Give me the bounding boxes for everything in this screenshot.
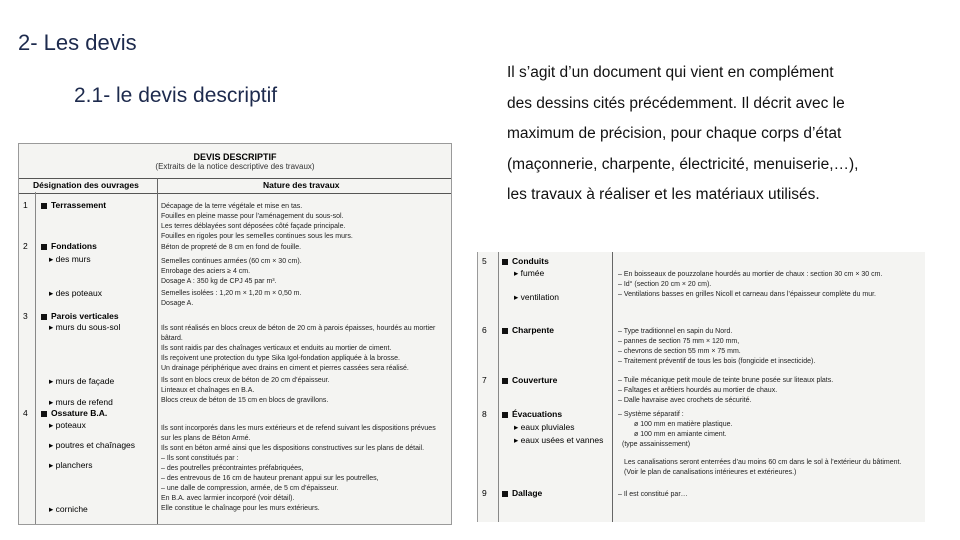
column-divider xyxy=(612,252,613,522)
item-number: 3 xyxy=(23,311,28,321)
devis-scan-page-1 xyxy=(18,143,452,525)
paragraph-line: des dessins cités précédemment. Il décrit avec le xyxy=(507,94,845,112)
number-divider xyxy=(498,252,499,522)
column-divider xyxy=(157,178,158,525)
item-label: Dallage xyxy=(502,488,542,498)
item-description: Ils sont incorporés dans les murs extérieurs et de refend suivant les dispositions prévues sur les plans de Béton Armé. Ils sont en béton armé ainsi que les dispositions constructives sur les plans de détail. – Ils sont constitués par : – des poutrelles précontraintes préfabriquées, – des entrevous de 16 cm de hauteur prenant appui sur les poutrelles, – une dalle de compression, armée, de 5 cm d’épaisseur. En B.A. avec larmier incorporé (voir détail). Elle constitue le chaînage pour les murs extérieurs. xyxy=(161,425,436,512)
item-label: Charpente xyxy=(502,325,554,335)
devis-header xyxy=(19,144,451,178)
item-description: Décapage de la terre végétale et mise en tas. Fouilles en pleine masse pour l’aménagement du sous-sol. Les terres déblayées sont déposées côté façade principale. Fouilles en rigoles pour les semelles continues sous les murs. xyxy=(161,203,353,240)
item-label: Fondations xyxy=(41,241,97,251)
item-description: Ils sont réalisés en blocs creux de béton de 20 cm à parois épaisses, hourdés au mortier bâtard. Ils sont raidis par des chaînages verticaux et enduits au mortier de ciment. Ils reçoivent une protection du type Sika Igol-fondation appliquée à la brosse. Un drainage périphérique avec drains en ciment et pierres cassées sera réalisé. Ils sont en blocs creux de béton de 20 cm d’épaisseur. Linteaux et chaînages en B.A. Blocs creux de béton de 15 cm en blocs de gravillons. xyxy=(161,325,436,404)
column-nature: Nature des travaux xyxy=(263,180,340,190)
item-number: 4 xyxy=(23,408,28,418)
item-note: Les canalisations seront enterrées d’au moins 60 cm dans le sol à l’extérieur du bâtiment. (Voir le plan de canalisations intérieures et extérieures.) xyxy=(624,459,902,476)
item-description: – Tuile mécanique petit moule de teinte brune posée sur liteaux plats. – Faîtages et arêtiers hourdés au mortier de chaux. – Dalle havraise avec crochets de sécurité. xyxy=(618,377,834,404)
item-sublabel: ▸ des poteaux xyxy=(49,288,102,298)
item-sublabel: ▸ des murs xyxy=(49,254,91,264)
item-number: 2 xyxy=(23,241,28,251)
devis-column-header xyxy=(19,178,451,194)
slide-subtitle: 2.1- le devis descriptif xyxy=(74,84,278,107)
item-sublabel: ▸ ventilation xyxy=(514,292,559,302)
item-sublabel: ▸ poteaux xyxy=(49,420,86,430)
item-number: 9 xyxy=(482,488,487,498)
slide-title: 2- Les devis xyxy=(18,30,137,55)
item-number: 7 xyxy=(482,375,487,385)
item-sublabel: ▸ planchers xyxy=(49,460,93,470)
item-number: 8 xyxy=(482,409,487,419)
item-number: 5 xyxy=(482,256,487,266)
item-label: Parois verticales xyxy=(41,311,119,321)
devis-title: DEVIS DESCRIPTIF xyxy=(193,152,277,162)
item-label: Évacuations xyxy=(502,409,562,419)
item-sublabel: ▸ fumée xyxy=(514,268,545,278)
item-sublabel: ▸ murs de refend xyxy=(49,397,113,407)
item-label: Couverture xyxy=(502,375,557,385)
item-sublabel: ▸ murs du sous-sol xyxy=(49,322,121,332)
paragraph-line: les travaux à réaliser et les matériaux utilisés. xyxy=(507,186,820,203)
item-number: 1 xyxy=(23,200,28,210)
item-sublabel: ▸ eaux pluviales xyxy=(514,422,575,432)
item-label: Ossature B.A. xyxy=(41,408,107,418)
item-description: – Type traditionnel en sapin du Nord. – pannes de section 75 mm × 120 mm, – chevrons de section 55 mm × 75 mm. – Traitement préventif de tous les bois (fongicide et insecticide). xyxy=(618,328,816,365)
item-description: – Il est constitué par… xyxy=(618,491,688,498)
paragraph-line: maximum de précision, pour chaque corps d’état xyxy=(507,125,842,142)
item-label: Terrassement xyxy=(41,200,106,210)
paragraph-line: (maçonnerie, charpente, électricité, menuiserie,…), xyxy=(507,155,859,173)
item-label: Conduits xyxy=(502,256,549,266)
column-designation: Désignation des ouvrages xyxy=(33,180,139,190)
item-description: – Système séparatif : ø 100 mm en matière plastique. ø 100 mm en amiante ciment. (type assainissement) xyxy=(618,411,733,448)
item-number: 6 xyxy=(482,325,487,335)
devis-scan-page-2 xyxy=(477,252,925,522)
paragraph-line: Il s’agit d’un document qui vient en complément xyxy=(507,64,834,81)
item-sublabel: ▸ poutres et chaînages xyxy=(49,440,136,450)
item-sublabel: ▸ corniche xyxy=(49,504,88,514)
item-description: Béton de propreté de 8 cm en fond de fouille. Semelles continues armées (60 cm × 30 cm). Enrobage des aciers ≥ 4 cm. Dosage A : 350 kg de CPJ 45 par m³. Semelles isolées : 1,20 m × 1,20 m × 0,50 m. Dosage A. xyxy=(161,244,302,307)
item-sublabel: ▸ murs de façade xyxy=(49,376,115,386)
devis-subtitle: (Extraits de la notice descriptive des travaux) xyxy=(155,162,315,171)
item-description: – En boisseaux de pouzzolane hourdés au mortier de chaux : section 30 cm × 30 cm. – Id° (section 20 cm × 20 cm). – Ventilations basses en grilles Nicoll et carneau dans l’épaisseur complète du mur. xyxy=(618,271,883,298)
item-sublabel: ▸ eaux usées et vannes xyxy=(514,435,604,445)
number-divider xyxy=(35,192,36,525)
description-paragraph xyxy=(507,58,897,211)
